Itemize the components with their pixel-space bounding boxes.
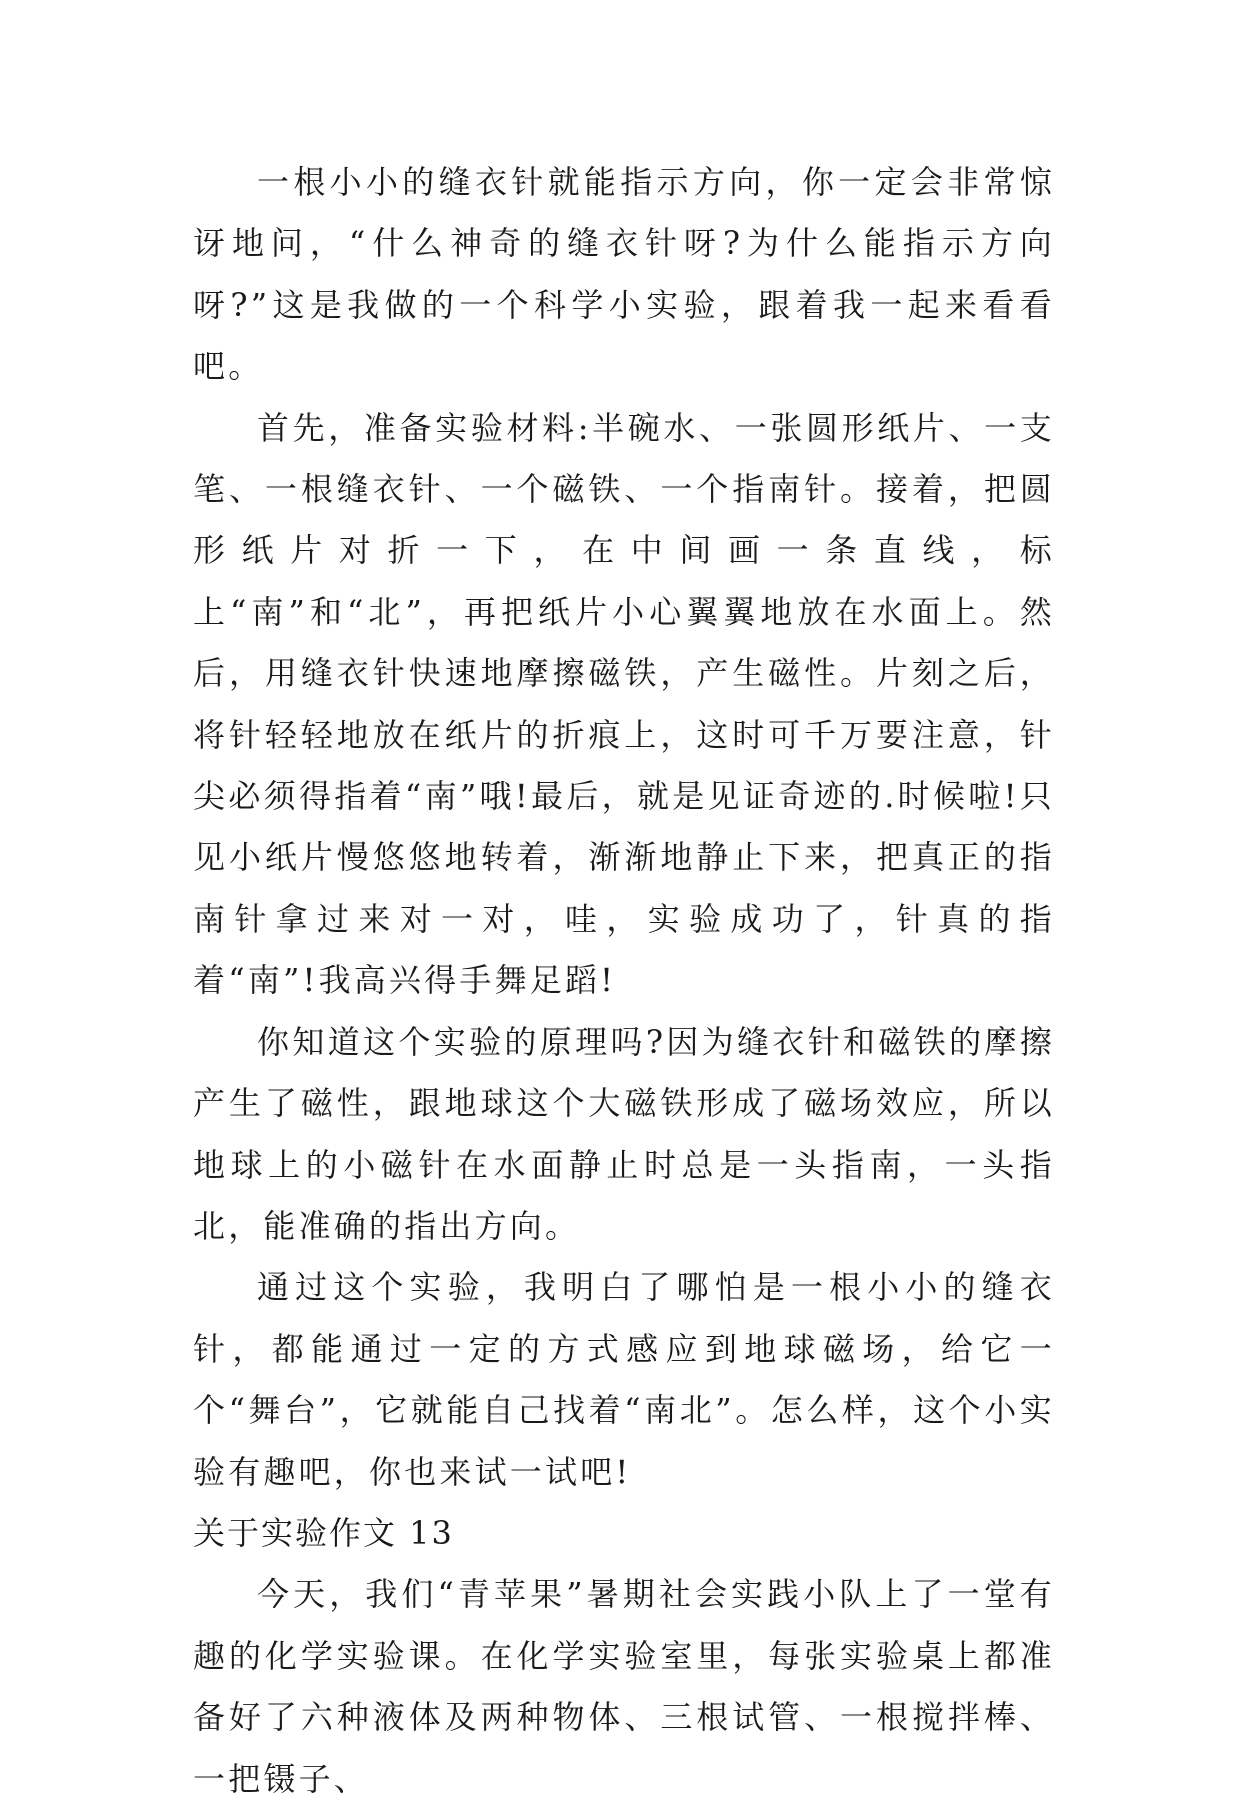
paragraph-3: 你知道这个实验的原理吗?因为缝衣针和磁铁的摩擦产生了磁性，跟地球这个大磁铁形成了磁场效应，所以地球上的小磁针在水面静止时总是一头指南，一头指北，能准确的指出方向。 [193,1022,1055,1245]
document-body [193,152,1055,1810]
paragraph-2: 首先，准备实验材料:半碗水、一张圆形纸片、一支笔、一根缝衣针、一个磁铁、一个指南针。接着，把圆形纸片对折一下，在中间画一条直线，标上“南”和“北”，再把纸片小心翼翼地放在水面上。然后，用缝衣针快速地摩擦磁铁，产生磁性。片刻之后，将针轻轻地放在纸片的折痕上，这时可千万要注意，针尖必须得指着“南”哦!最后，就是见证奇迹的.时候啦!只见小纸片慢悠悠地转着，渐渐地静止下来，把真正的指南针拿过来对一对，哇，实验成功了，针真的指着“南”!我高兴得手舞足蹈! [193,408,1055,1000]
paragraph-4: 通过这个实验，我明白了哪怕是一根小小的缝衣针，都能通过一定的方式感应到地球磁场，给它一个“舞台”，它就能自己找着“南北”。怎么样，这个小实验有趣吧，你也来试一试吧! [193,1268,1055,1491]
section-heading: 关于实验作文 13 [193,1513,454,1552]
paragraph-1: 一根小小的缝衣针就能指示方向，你一定会非常惊讶地问，“什么神奇的缝衣针呀?为什么能指示方向呀?”这是我做的一个科学小实验，跟着我一起来看看吧。 [193,163,1055,386]
paragraph-5: 今天，我们“青苹果”暑期社会实践小队上了一堂有趣的化学实验课。在化学实验室里，每张实验桌上都准备好了六种液体及两种物体、三根试管、一根搅拌棒、一把镊子、 [193,1575,1055,1798]
